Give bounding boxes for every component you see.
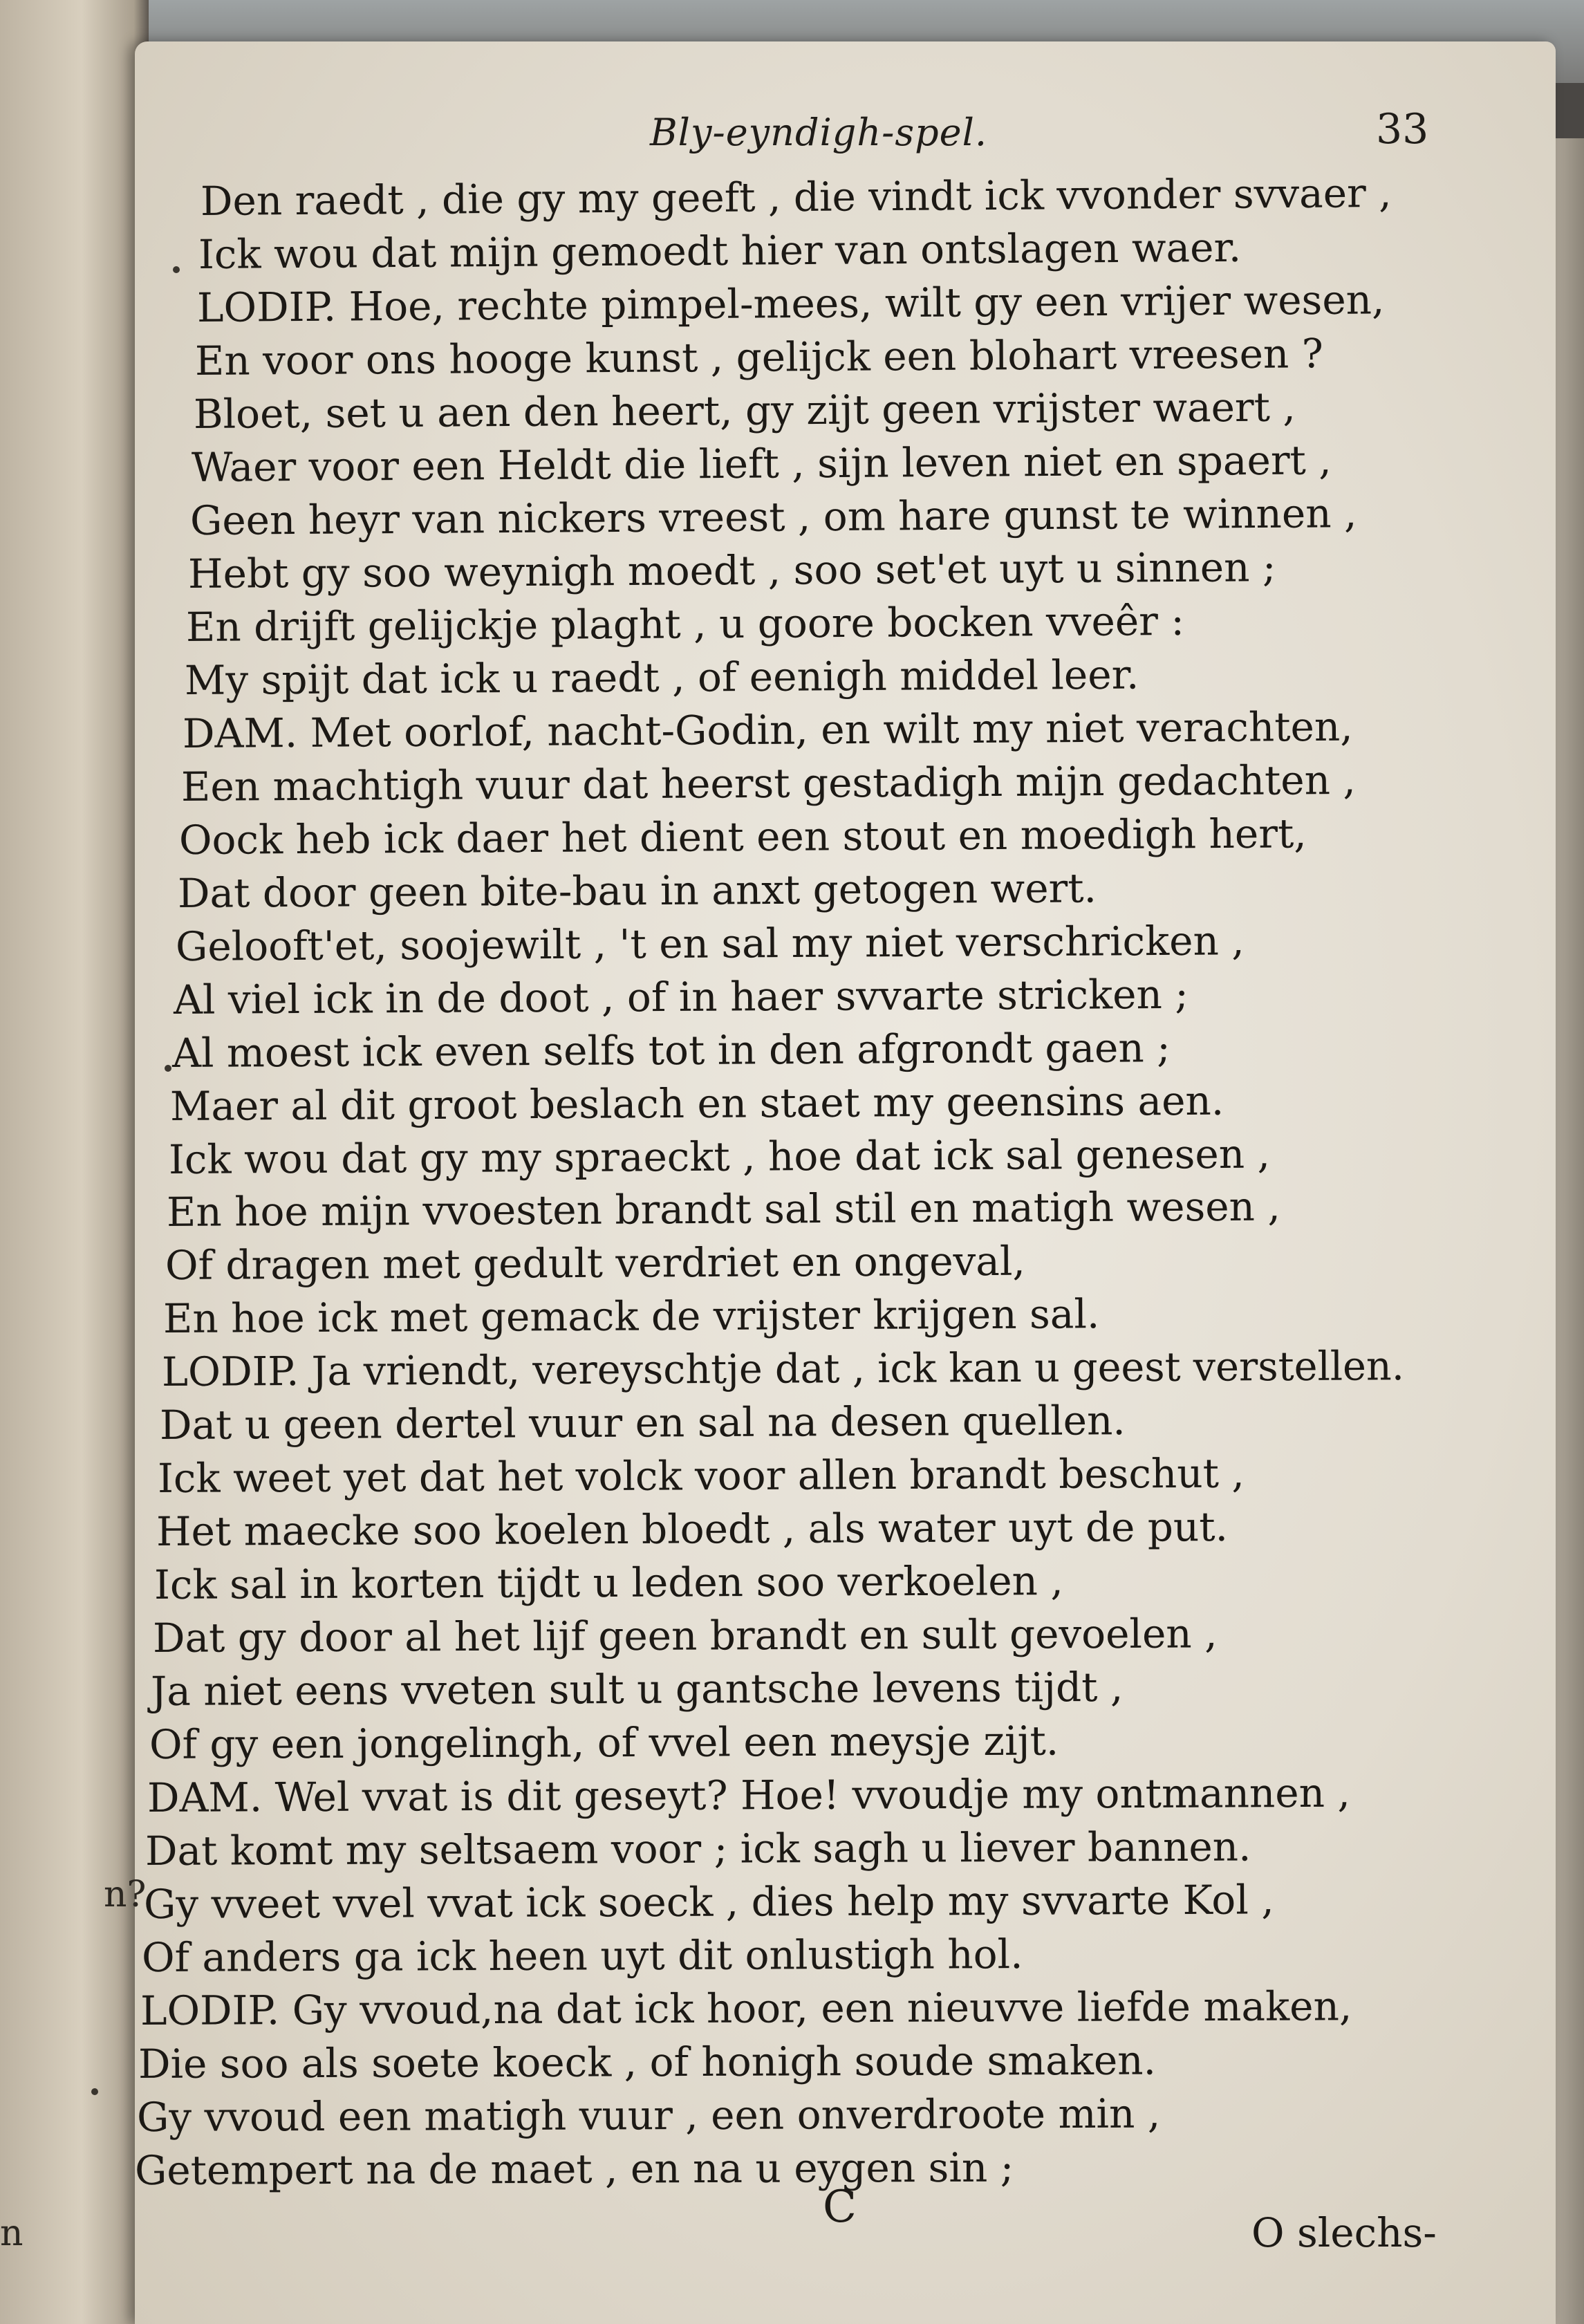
- text-line: Dat gy door al het lijf geen brandt en sult gevoelen ,: [152, 1610, 1218, 1662]
- text-line: Den raedt , die gy my geeft , die vindt ick vvonder svvaer ,: [200, 169, 1392, 225]
- text-line: Ick sal in korten tijdt u leden soo verkoelen ,: [153, 1557, 1063, 1608]
- text-line: Het maecke soo koelen bloedt , als water uyt de put.: [156, 1503, 1229, 1555]
- text-line: Waer voor een Heldt die lieft , sijn leven niet en spaert ,: [191, 436, 1332, 491]
- text-line: Ick wou dat mijn gemoedt hier van ontslagen waer.: [198, 223, 1242, 278]
- text-line: En hoe ick met gemack de vrijster krijgen sal.: [162, 1290, 1100, 1342]
- text-line: Dat door geen bite-bau in anxt getogen wert.: [177, 864, 1097, 917]
- text-line: Gelooft'et, soojewilt , 't en sal my niet verschricken ,: [175, 917, 1245, 970]
- text-line: Dat u geen dertel vuur en sal na desen quellen.: [159, 1397, 1126, 1449]
- text-line: Gy vvoud een matigh vuur , een onverdroote min ,: [136, 2090, 1161, 2141]
- text-line: Maer al dit groot beslach en staet my geensins aen.: [169, 1077, 1224, 1130]
- text-line: Ick weet yet dat het volck voor allen brandt beschut ,: [157, 1449, 1245, 1502]
- text-line: En hoe mijn vvoesten brandt sal stil en matigh wesen ,: [166, 1182, 1280, 1236]
- catchword: O slechs-: [1251, 2209, 1437, 2256]
- text-line: Getempert na de maet , en na u eygen sin ;: [134, 2144, 1014, 2194]
- running-head: Bly-eyndigh-spel.: [650, 111, 988, 154]
- text-line: Die soo als soete koeck , of honigh soude smaken.: [138, 2036, 1157, 2088]
- text-line: Gy vveet vvel vvat ick soeck , dies help my svvarte Kol ,: [143, 1876, 1274, 1928]
- text-line: Of dragen met gedult verdriet en ongeval,: [165, 1237, 1026, 1289]
- text-line: Geen heyr van nickers vreest , om hare gunst te winnen ,: [189, 490, 1357, 544]
- text-line: DAM. Met oorlof, nacht-Godin, en wilt my niet verachten,: [182, 703, 1353, 757]
- text-line: Een machtigh vuur dat heerst gestadigh mijn gedachten ,: [180, 756, 1357, 810]
- text-line: Ick wou dat gy my spraeckt , hoe dat ick sal genesen ,: [168, 1130, 1271, 1183]
- text-line: Hebt gy soo weynigh moedt , soo set'et uyt u sinnen ;: [187, 543, 1276, 597]
- text-line: LODIP. Hoe, rechte pimpel-mees, wilt gy een vrijer wesen,: [196, 276, 1385, 331]
- text-line: Dat komt my seltsaem voor ; ick sagh u liever bannen.: [145, 1823, 1251, 1875]
- text-line: Oock heb ick daer het dient een stout en moedigh hert,: [178, 810, 1307, 864]
- page-number: 33: [1376, 105, 1429, 154]
- text-line: LODIP. Gy vvoud,na dat ick hoor, een nieuvve liefde maken,: [140, 1982, 1352, 2034]
- text-line: Bloet, set u aen den heert, gy zijt geen vrijster waert ,: [193, 383, 1296, 438]
- text-line: DAM. Wel vvat is dit geseyt? Hoe! vvoudje my ontmannen ,: [147, 1769, 1351, 1821]
- left-margin-fragment: n: [0, 2213, 24, 2254]
- text-line: My spijt dat ick u raedt , of eenigh middel leer.: [184, 651, 1139, 704]
- text-line: En voor ons hooge kunst , gelijck een blohart vreesen ?: [194, 330, 1324, 384]
- text-line: Al viel ick in de doot , of in haer svvarte stricken ;: [173, 970, 1189, 1023]
- text-line: LODIP. Ja vriendt, vereyschtje dat , ick kan u geest verstellen.: [161, 1342, 1405, 1395]
- text-line: Al moest ick even selfs tot in den afgrondt gaen ;: [171, 1024, 1171, 1077]
- left-margin-fragment: n?: [104, 1874, 147, 1915]
- signature-mark: C: [823, 2182, 857, 2233]
- text-line: En drijft gelijckje plaght , u goore bocken vveêr :: [185, 597, 1185, 651]
- text-line: Of anders ga ick heen uyt dit onlustigh hol.: [141, 1931, 1023, 1981]
- text-line: Ja niet eens vveten sult u gantsche levens tijdt ,: [150, 1663, 1124, 1715]
- text-line: Of gy een jongelingh, of vvel een meysje zijt.: [149, 1717, 1059, 1768]
